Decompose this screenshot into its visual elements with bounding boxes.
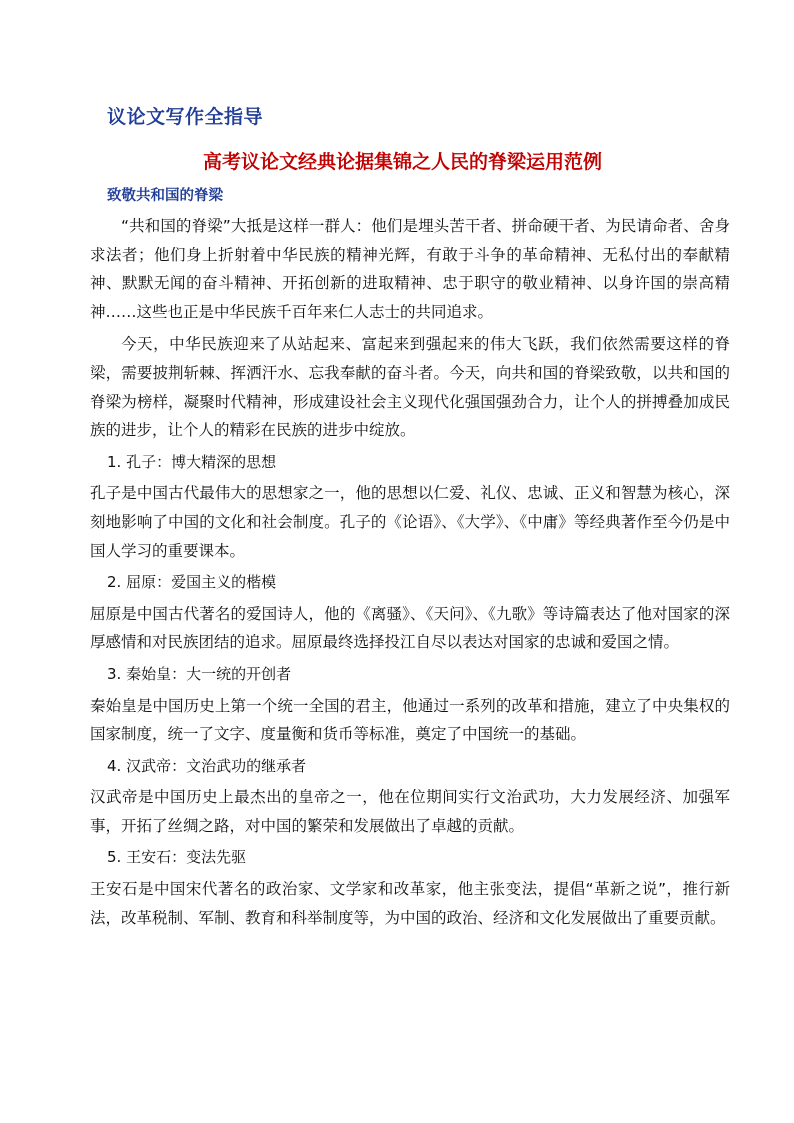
main-title: 高考议论文经典论据集锦之人民的脊梁运用范例 [203, 151, 603, 173]
item-heading-kongzi: 1. 孔子：博大精深的思想 [107, 452, 277, 471]
item-heading-hanwudi: 4. 汉武帝：文治武功的继承者 [107, 756, 307, 775]
item-heading-wanganshi: 5. 王安石：变法先驱 [107, 848, 247, 867]
article-body [90, 212, 730, 932]
item-text-qinshihuang: 秦始皇是中国历史上第一个统一全国的君主，他通过一系列的改革和措施，建立了中央集权的国家制度，统一了文字、度量衡和货币等标准，奠定了中国统一的基础。 [90, 696, 730, 744]
intro-paragraph: 今天，中华民族迎来了从站起来、富起来到强起来的伟大飞跃，我们依然需要这样的脊梁，需要披荆斩棘、挥洒汗水、忘我奉献的奋斗者。今天，向共和国的脊梁致敬，以共和国的脊梁为榜样，凝聚时代精神，形成建设社会主义现代化强国强劲合力，让个人的拼搏叠加成民族的进步，让个人的精彩在民族的进步中绽放。 [90, 335, 730, 440]
item-text-quyuan: 屈原是中国古代著名的爱国诗人，他的《离骚》、《天问》、《九歌》等诗篇表达了他对国家的深厚感情和对民族团结的追求。屈原最终选择投江自尽以表达对国家的忠诚和爱国之情。 [90, 604, 730, 652]
item-text-hanwudi: 汉武帝是中国历史上最杰出的皇帝之一，他在位期间实行文治武功，大力发展经济、加强军事，开拓了丝绸之路，对中国的繁荣和发展做出了卓越的贡献。 [90, 788, 730, 835]
item-text-wanganshi: 王安石是中国宋代著名的政治家、文学家和改革家，他主张变法，提倡“革新之说”，推行新法，改革税制、军制、教育和科举制度等，为中国的政治、经济和文化发展做出了重要贡献。 [90, 880, 730, 927]
intro-paragraph: “共和国的脊梁”大抵是这样一群人：他们是埋头苦干者、拼命硬干者、为民请命者、舍身求法者；他们身上折射着中华民族的精神光辉，有敢于斗争的革命精神、无私付出的奉献精神、默默无闻的奋斗精神、开拓创新的进取精神、忠于职守的敬业精神、以身许国的崇高精神……这些也正是中华民族千百年来仁人志士的共同追求。 [90, 217, 730, 321]
item-text-kongzi: 孔子是中国古代最伟大的思想家之一，他的思想以仁爱、礼仪、忠诚、正义和智慧为核心，深刻地影响了中国的文化和社会制度。孔子的《论语》、《大学》、《中庸》等经典著作至今仍是中国人学习的重要课本。 [90, 484, 730, 560]
series-title: 议论文写作全指导 [107, 106, 264, 128]
item-heading-qinshihuang: 3. 秦始皇：大一统的开创者 [107, 664, 292, 683]
item-heading-quyuan: 2. 屈原：爱国主义的楷模 [107, 573, 277, 592]
section-heading: 致敬共和国的脊梁 [107, 188, 223, 204]
